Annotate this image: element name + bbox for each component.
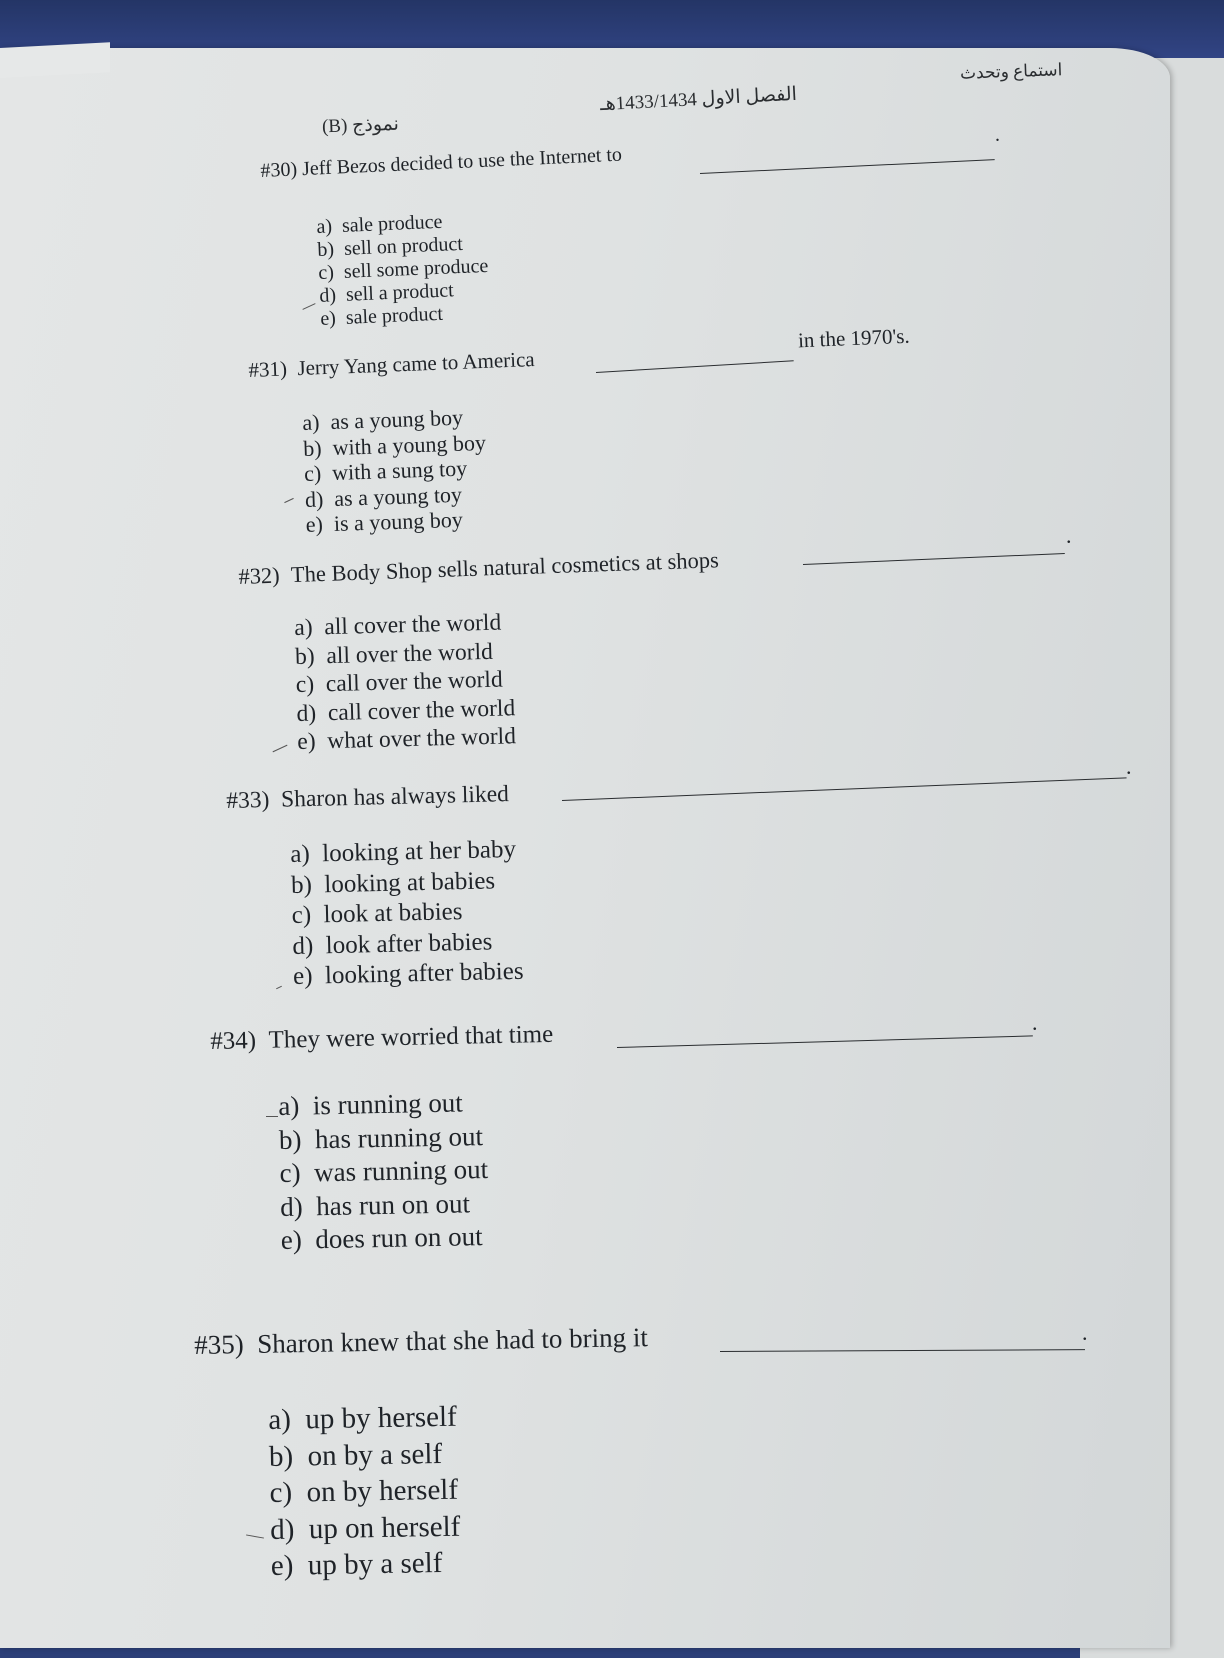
option-b[interactable]: b) sell on product [316,232,464,261]
question-number: #34) [210,1027,257,1055]
question-number: #31) [248,356,288,382]
option-d[interactable]: d) as a young toy [304,481,463,512]
options-31 [302,404,489,537]
option-c[interactable]: c) with a sung toy [303,455,468,486]
option-b[interactable]: b) looking at babies [290,866,496,899]
question-number: #30) [260,158,298,182]
option-a[interactable]: a) looking at her baby [290,835,517,868]
option-c[interactable]: c) call over the world [295,666,503,698]
option-b[interactable]: b) has running out [278,1120,484,1155]
page-corner [0,42,110,78]
options-32 [294,608,516,756]
header-form: نموذج (B) [321,113,400,138]
question-number: #35) [194,1329,245,1360]
option-d[interactable]: d) sell a product [318,279,455,307]
option-a[interactable]: a) as a young boy [302,404,464,435]
option-c[interactable]: c) sell some produce [317,254,489,284]
option-e[interactable]: e) looking after babies [292,957,524,990]
question-text: Sharon has always liked [280,781,510,813]
option-a[interactable]: a) is running out [278,1087,464,1121]
option-b[interactable]: b) with a young boy [302,429,487,461]
options-34 [278,1086,490,1257]
question-ending: . [1032,1010,1038,1035]
question-text: Jeff Bezos decided to use the Internet to [301,143,623,181]
option-b[interactable]: b) all over the world [294,638,494,670]
option-e[interactable]: e) sale product [319,302,444,330]
question-number: #33) [226,786,270,814]
question-number: #32) [238,562,281,589]
option-a[interactable]: a) sale produce [316,210,443,238]
options-33 [290,835,524,993]
option-c[interactable]: c) look at babies [291,898,463,929]
header-subject: استماع وتحدث [959,60,1063,83]
exam-page [0,48,1170,1648]
question-text: The Body Shop sells natural cosmetics at shops [290,547,720,588]
option-e[interactable]: e) is a young boy [305,506,464,537]
header-semester: الفصل الاول 1433/1434هـ [599,83,798,116]
options-30 [316,209,491,331]
option-a[interactable]: a) all cover the world [294,609,502,641]
option-d[interactable]: d) call cover the world [296,694,516,727]
question-text: They were worried that time [268,1020,554,1054]
option-d[interactable]: d) has run on out [279,1187,471,1222]
option-d[interactable]: d) look after babies [292,927,493,960]
question-ending: . [1082,1320,1088,1345]
option-c[interactable]: c) on by herself [269,1473,459,1509]
option-e[interactable]: e) does run on out [280,1221,483,1255]
answer-mark [266,1116,278,1117]
option-b[interactable]: b) on by a self [268,1437,443,1473]
option-a[interactable]: a) up by herself [268,1400,458,1436]
question-ending: . [995,124,1000,146]
question-ending: in the 1970's. [797,323,911,353]
question-ending: . [1126,754,1132,779]
option-e[interactable]: e) what over the world [297,723,517,755]
question-ending: . [1066,523,1072,548]
option-c[interactable]: c) was running out [279,1153,489,1188]
option-e[interactable]: e) up by a self [270,1546,443,1582]
option-d[interactable]: d) up on herself [269,1510,461,1546]
options-35 [268,1399,461,1585]
question-text: Jerry Yang came to America [296,347,536,381]
question-text: Sharon knew that she had to bring it [256,1322,649,1359]
